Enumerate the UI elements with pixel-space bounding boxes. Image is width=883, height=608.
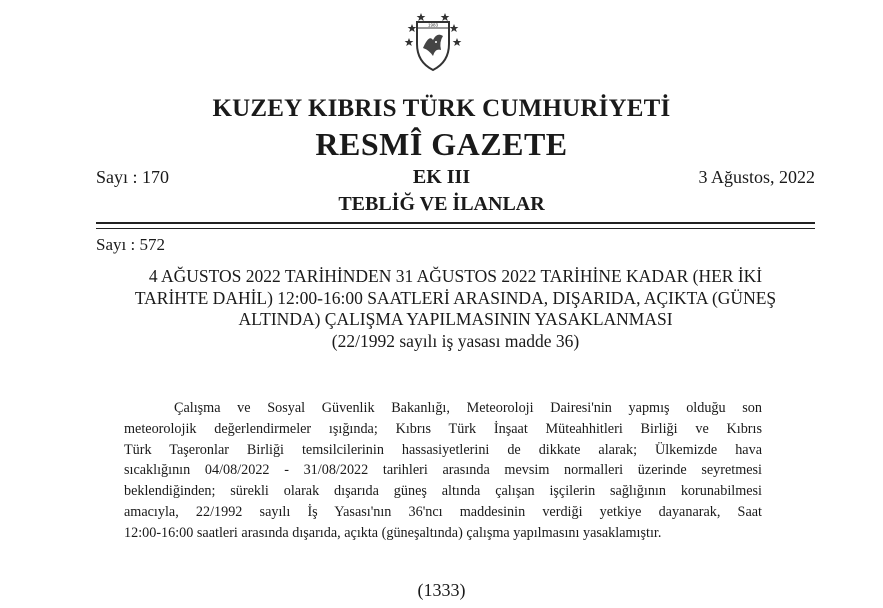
notice-title-line: 4 AĞUSTOS 2022 TARİHİNDEN 31 AĞUSTOS 2022 TARİHİNE KADAR (HER İKİ xyxy=(148,266,763,286)
notice-number: Sayı : 572 xyxy=(96,235,165,254)
emblem-year: 1983 xyxy=(427,22,439,28)
country-title: KUZEY KIBRIS TÜRK CUMHURİYETİ xyxy=(212,95,671,122)
issue-date: 3 Ağustos, 2022 xyxy=(698,167,815,187)
supplement-label: EK III xyxy=(412,166,471,188)
header-divider-thick xyxy=(96,222,815,224)
body-line: sıcaklığının 04/08/2022 - 31/08/2022 tarihleri arasında mevsim normalleri üzerinde seyretmesi xyxy=(124,462,762,479)
notice-body xyxy=(124,398,762,544)
notice-title-line: ALTINDA) ÇALIŞMA YAPILMASININ YASAKLANMASI xyxy=(238,309,673,329)
notice-title-line: (22/1992 sayılı iş yasası madde 36) xyxy=(331,330,580,351)
section-title: TEBLİĞ VE İLANLAR xyxy=(338,193,545,215)
gazette-title: RESMÎ GAZETE xyxy=(315,126,568,162)
notice-title xyxy=(96,266,815,352)
header-divider-thin xyxy=(96,228,815,229)
body-line: Türk Taşeronlar Birliği temsilcilerinin hassasiyetlerini de dikkate alarak; Ülkemizde hava xyxy=(124,441,762,458)
body-line: amacıyla, 22/1992 sayılı İş Yasası'nın 36'ncı maddesinin verdiği yetkiye dayanarak, Saat xyxy=(124,503,762,520)
body-line: meteorolojik değerlendirmeler ışığında; Kıbrıs Türk İnşaat Müteahhitleri Birliği ve Kıbrıs xyxy=(124,420,762,437)
body-line: 12:00-16:00 saatleri arasında dışarıda, açıkta (güneşaltında) çalışma yapılmasını yasaklamıştır. xyxy=(124,524,662,541)
issue-number: Sayı : 170 xyxy=(96,167,170,187)
notice-title-line: TARİHTE DAHİL) 12:00-16:00 SAATLERİ ARASINDA, DIŞARIDA, AÇIKTA (GÜNEŞ xyxy=(134,287,777,308)
page-number: (1333) xyxy=(417,580,466,600)
body-line: Çalışma ve Sosyal Güvenlik Bakanlığı, Meteoroloji Dairesi'nin yapmış olduğu son xyxy=(174,400,762,416)
state-emblem-icon xyxy=(403,4,463,74)
body-line: beklendiğinden; sürekli olarak dışarıda güneş altında çalışan işçilerin sağlığının korunabilmesi xyxy=(124,483,762,500)
